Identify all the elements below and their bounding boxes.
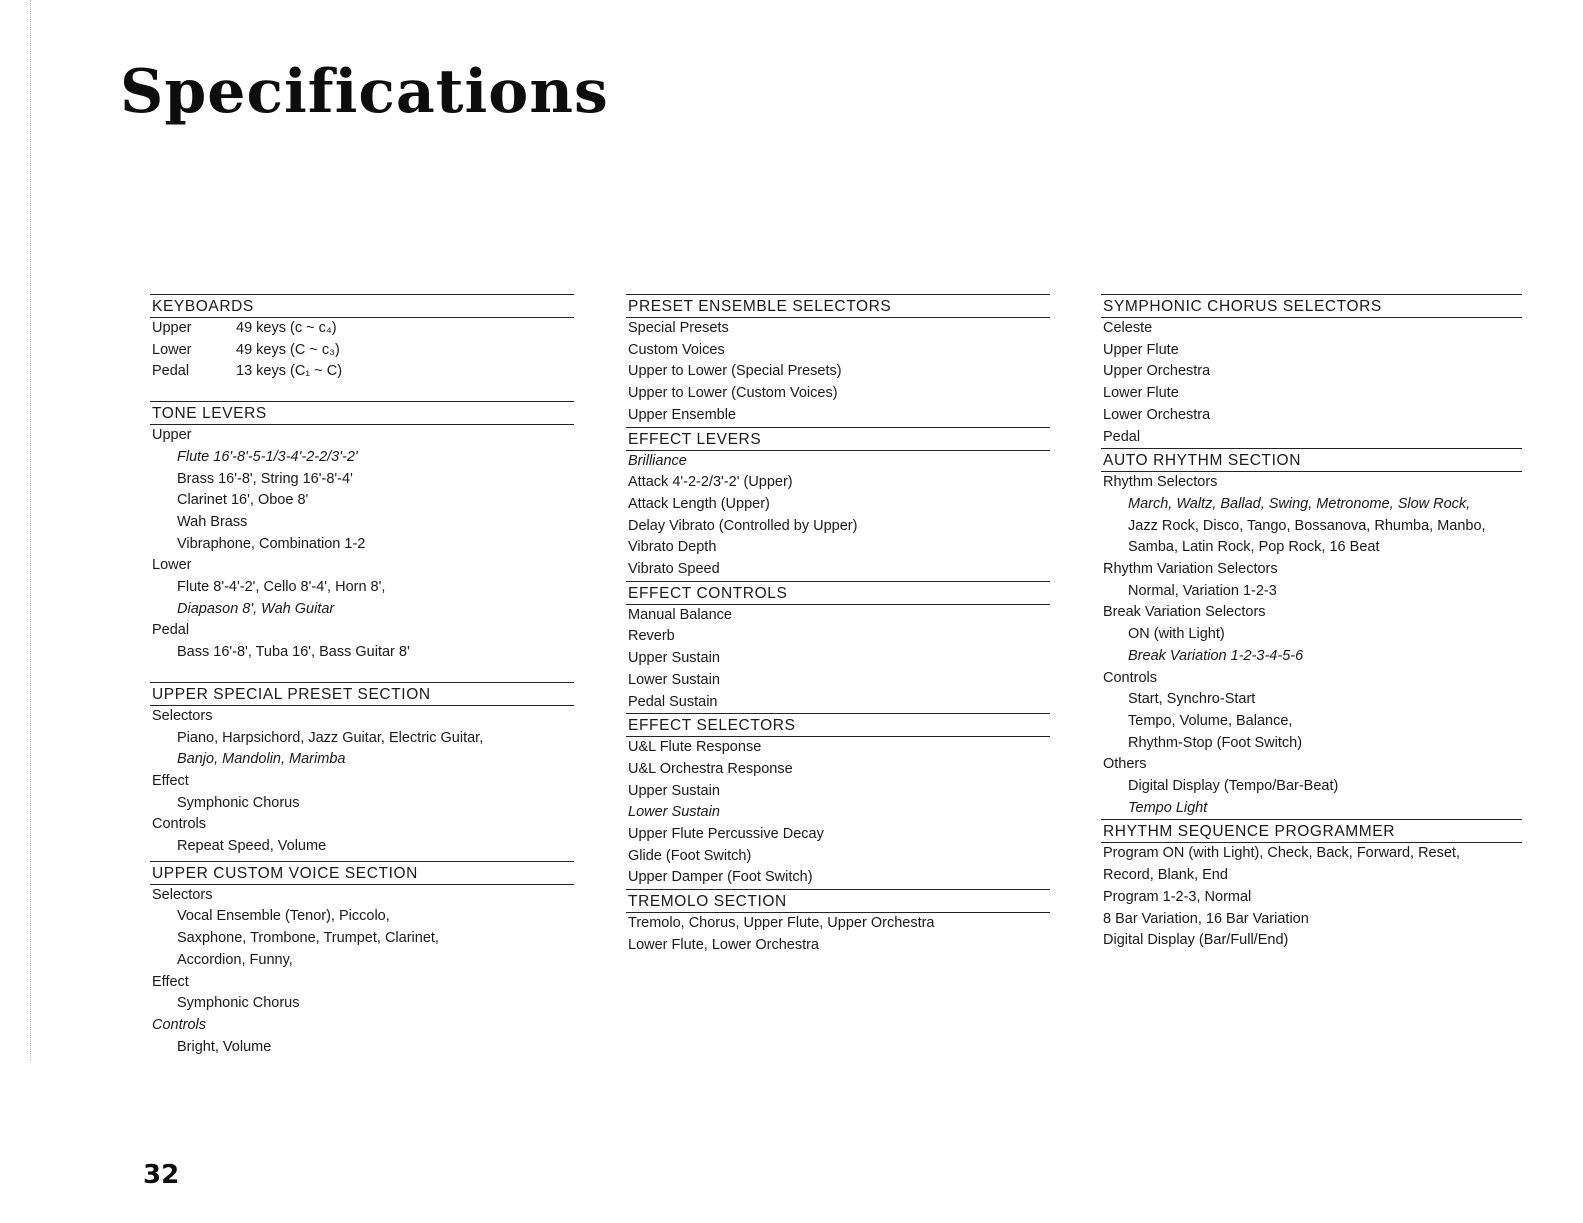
spec-line: Pedal (1103, 428, 1141, 445)
spec-line: Wah Brass (177, 513, 248, 530)
symphonic-chorus-section (1101, 294, 1522, 448)
page-number: 32 (143, 1160, 180, 1190)
spec-line: Upper to Lower (Special Presets) (628, 363, 842, 380)
spec-line: Lower Flute (1103, 385, 1179, 402)
spec-line: Upper Sustain (628, 650, 720, 667)
spec-line: Upper Damper (Foot Switch) (628, 869, 813, 886)
spec-line: March, Waltz, Ballad, Swing, Metronome, Slow Rock, (1128, 495, 1471, 512)
tremolo-section (626, 889, 1050, 956)
spec-line: Selectors (152, 707, 213, 724)
section-title-keyboards: KEYBOARDS (150, 294, 574, 318)
spec-line: Vibrato Speed (628, 561, 720, 578)
spec-line: Upper Ensemble (628, 406, 736, 423)
spec-line: Attack Length (Upper) (628, 495, 770, 512)
spec-line: Piano, Harpsichord, Jazz Guitar, Electric Guitar, (177, 729, 484, 746)
spec-line: Start, Synchro-Start (1128, 691, 1256, 708)
symphonic-chorus-list (1101, 318, 1522, 448)
spec-line: Program ON (with Light), Check, Back, Forward, Reset, (1103, 845, 1460, 862)
keyboard-name: Lower (152, 341, 192, 358)
effect-levers-list (626, 451, 1050, 581)
spec-line: Digital Display (Tempo/Bar-Beat) (1128, 778, 1339, 795)
effect-controls-list (626, 605, 1050, 714)
spec-line: Repeat Speed, Volume (177, 838, 327, 855)
section-title-symphonic-chorus: SYMPHONIC CHORUS SELECTORS (1101, 294, 1522, 318)
rhythm-sequence-list (1101, 843, 1522, 952)
auto-rhythm-list (1101, 472, 1522, 819)
keyboard-name: Pedal (152, 363, 190, 380)
spec-line: Lower (152, 557, 192, 574)
spec-line: Tempo Light (1128, 799, 1208, 816)
upper-special-preset-section (150, 682, 574, 858)
spec-line: Upper to Lower (Custom Voices) (628, 385, 838, 402)
preset-ensemble-list (626, 318, 1050, 427)
spec-line: ON (with Light) (1128, 626, 1225, 643)
spec-line: U&L Orchestra Response (628, 760, 793, 777)
tone-levers-list (150, 425, 574, 664)
spec-line: Special Presets (628, 320, 729, 336)
spec-line: Upper Flute (1103, 341, 1179, 358)
section-title-effect-levers: EFFECT LEVERS (626, 427, 1050, 451)
keyboard-range: 49 keys (c ~ c₄) (236, 320, 337, 336)
section-title-tone-levers: TONE LEVERS (150, 401, 574, 425)
keyboard-row (150, 361, 574, 383)
spec-line: Lower Orchestra (1103, 406, 1211, 423)
keyboards-section (150, 294, 574, 383)
spec-line: Selectors (152, 886, 213, 903)
spec-line: Bright, Volume (177, 1038, 272, 1055)
keyboard-row (150, 318, 574, 340)
spec-line: Bass 16'-8', Tuba 16', Bass Guitar 8' (177, 644, 410, 661)
spec-line: Symphonic Chorus (177, 995, 300, 1012)
spec-line: Others (1103, 756, 1147, 773)
spec-line: Lower Sustain (628, 671, 720, 688)
upper-custom-voice-list (150, 885, 574, 1059)
spec-line: Upper (152, 427, 192, 444)
spec-line: Rhythm Selectors (1103, 474, 1218, 491)
spec-line: Upper Orchestra (1103, 363, 1211, 380)
spec-line: Rhythm Variation Selectors (1103, 561, 1278, 578)
spec-line: Brilliance (628, 452, 687, 469)
spec-line: Samba, Latin Rock, Pop Rock, 16 Beat (1128, 539, 1380, 556)
spec-line: Vibraphone, Combination 1-2 (177, 535, 366, 552)
spec-line: Tremolo, Chorus, Upper Flute, Upper Orchestra (628, 915, 935, 932)
spec-line: Banjo, Mandolin, Marimba (177, 751, 346, 768)
spec-line: Jazz Rock, Disco, Tango, Bossanova, Rhumba, Manbo, (1128, 517, 1486, 534)
spec-line: Upper Sustain (628, 782, 720, 799)
spec-line: Pedal (152, 622, 190, 639)
spec-line: Vibrato Depth (628, 539, 717, 556)
rhythm-sequence-section (1101, 819, 1522, 952)
spec-line: Controls (152, 816, 206, 833)
spec-line: U&L Flute Response (628, 739, 762, 756)
spec-line: Controls (1103, 669, 1157, 686)
section-title-preset-ensemble: PRESET ENSEMBLE SELECTORS (626, 294, 1050, 318)
scan-edge-artifact (30, 0, 41, 1060)
section-title-effect-selectors: EFFECT SELECTORS (626, 713, 1050, 737)
keyboard-row (150, 340, 574, 362)
spec-line: Reverb (628, 628, 675, 645)
spec-line: Custom Voices (628, 341, 725, 358)
spec-line: Controls (152, 1016, 206, 1033)
spec-line: Normal, Variation 1-2-3 (1128, 582, 1277, 599)
spec-line: Accordion, Funny, (177, 951, 293, 968)
section-title-tremolo: TREMOLO SECTION (626, 889, 1050, 913)
auto-rhythm-section (1101, 448, 1522, 819)
column-left (150, 294, 574, 1058)
spec-line: Effect (152, 973, 189, 990)
keyboard-name: Upper (152, 320, 192, 336)
spec-line: Program 1-2-3, Normal (1103, 888, 1252, 905)
spec-line: Record, Blank, End (1103, 867, 1228, 884)
upper-special-preset-list (150, 706, 574, 858)
spec-line: Digital Display (Bar/Full/End) (1103, 932, 1289, 949)
section-title-upper-custom-voice: UPPER CUSTOM VOICE SECTION (150, 861, 574, 885)
spec-line: Diapason 8', Wah Guitar (177, 600, 335, 617)
spec-line: Pedal Sustain (628, 693, 718, 710)
spec-line: Glide (Foot Switch) (628, 847, 752, 864)
section-title-upper-special-preset: UPPER SPECIAL PRESET SECTION (150, 682, 574, 706)
spec-line: Vocal Ensemble (Tenor), Piccolo, (177, 908, 390, 925)
spec-line: Manual Balance (628, 606, 732, 623)
tone-levers-section (150, 401, 574, 664)
spec-line: Brass 16'-8', String 16'-8'-4' (177, 470, 353, 487)
keyboard-range: 13 keys (C₁ ~ C) (236, 363, 343, 380)
spec-line: Saxphone, Trombone, Trumpet, Clarinet, (177, 930, 439, 947)
spec-line: Break Variation 1-2-3-4-5-6 (1128, 647, 1304, 664)
page-title: Specifications (120, 57, 609, 127)
effect-levers-section (626, 427, 1050, 581)
spec-line: Effect (152, 772, 189, 789)
section-title-auto-rhythm: AUTO RHYTHM SECTION (1101, 448, 1522, 472)
spec-line: Flute 16'-8'-5-1/3-4'-2-2/3'-2' (177, 448, 358, 465)
preset-ensemble-section (626, 294, 1050, 427)
effect-selectors-section (626, 713, 1050, 889)
effect-controls-section (626, 581, 1050, 714)
column-right (1101, 294, 1522, 952)
spec-line: Symphonic Chorus (177, 794, 300, 811)
spec-line: Attack 4'-2-2/3'-2' (Upper) (628, 474, 793, 491)
tremolo-list (626, 913, 1050, 956)
keyboard-range: 49 keys (C ~ c₃) (236, 341, 340, 358)
section-title-effect-controls: EFFECT CONTROLS (626, 581, 1050, 605)
spec-line: Rhythm-Stop (Foot Switch) (1128, 734, 1303, 751)
spec-line: Tempo, Volume, Balance, (1128, 712, 1293, 729)
spec-line: Lower Flute, Lower Orchestra (628, 936, 819, 953)
section-title-rhythm-sequence: RHYTHM SEQUENCE PROGRAMMER (1101, 819, 1522, 843)
spec-line: Lower Sustain (628, 804, 720, 821)
spec-line: Upper Flute Percussive Decay (628, 826, 824, 843)
spec-line: Clarinet 16', Oboe 8' (177, 492, 309, 509)
spec-line: Celeste (1103, 320, 1153, 336)
spec-line: Flute 8'-4'-2', Cello 8'-4', Horn 8', (177, 579, 386, 596)
effect-selectors-list (626, 737, 1050, 889)
spec-line: Break Variation Selectors (1103, 604, 1266, 621)
keyboards-rows (150, 318, 574, 383)
spec-line: Delay Vibrato (Controlled by Upper) (628, 517, 858, 534)
upper-custom-voice-section (150, 861, 574, 1059)
spec-line: 8 Bar Variation, 16 Bar Variation (1103, 910, 1309, 927)
column-middle (626, 294, 1050, 957)
